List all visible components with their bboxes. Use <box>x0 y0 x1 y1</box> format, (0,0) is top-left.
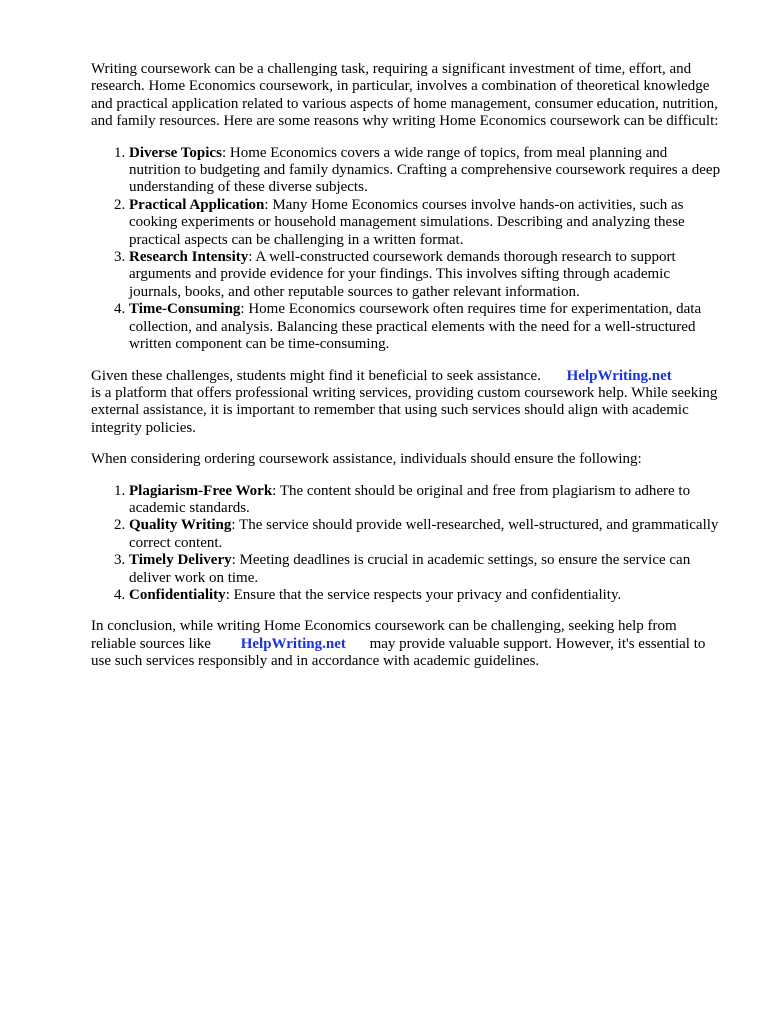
criterion-term: Plagiarism-Free Work <box>129 482 273 499</box>
challenges-paragraph <box>91 368 721 438</box>
challenges-text-before: Given these challenges, students might find it beneficial to seek assistance. <box>91 367 541 384</box>
challenges-text-after: is a platform that offers professional writing services, providing custom coursework help. While seeking external assistance, it is important to remember that using such services should align with academic integrity policies. <box>91 384 718 436</box>
criterion-text: : The content should be original and free from plagiarism to adhere to academic standards. <box>129 482 691 516</box>
intro-paragraph: Writing coursework can be a challenging task, requiring a significant investment of time, effort, and research. Home Economics coursework, in particular, involves a combination of theoretical knowledge and practical application related to various aspects of home management, consumer education, nutrition, and family resources. Here are some reasons why writing Home Economics coursework can be difficult: <box>91 61 719 130</box>
list-item <box>129 301 721 353</box>
reason-term: Diverse Topics <box>129 144 222 161</box>
ordering-intro-paragraph: When considering ordering coursework assistance, individuals should ensure the following: <box>91 451 642 468</box>
criterion-term: Quality Writing <box>129 517 232 534</box>
reason-text: : Many Home Economics courses involve hands-on activities, such as cooking experiments or household management simulations. Describing and analyzing these practical aspects can be challenging in a written format. <box>129 196 685 248</box>
list-item <box>129 552 721 587</box>
list-item <box>129 145 721 197</box>
reasons-list <box>91 145 721 354</box>
reason-text: : A well-constructed coursework demands thorough research to support arguments and provide evidence for your findings. This involves sifting through academic journals, books, and other reputable sources to gather relevant information. <box>129 249 676 300</box>
document-page <box>91 61 721 685</box>
criteria-list <box>91 483 721 605</box>
reason-term: Time-Consuming <box>129 301 241 318</box>
reason-term: Research Intensity <box>129 249 249 266</box>
conclusion-text-after: may provide valuable support. However, it's essential to use such services responsibly and in accordance with academic guidelines. <box>91 635 706 670</box>
helpwriting-link[interactable]: HelpWriting.net <box>240 635 346 652</box>
reason-text: : Home Economics coursework often requires time for experimentation, data collection, and analysis. Balancing these practical elements with the need for a well-structured written component can be time-consuming. <box>129 301 702 353</box>
list-item <box>129 517 721 552</box>
criterion-term: Confidentiality <box>129 586 226 603</box>
reason-term: Practical Application <box>129 196 265 213</box>
reason-text: : Home Economics covers a wide range of topics, from meal planning and nutrition to budgeting and family dynamics. Crafting a comprehensive coursework requires a deep understanding of these diverse subjects. <box>129 144 721 196</box>
list-item <box>129 197 721 249</box>
conclusion-text-before: In conclusion, while writing Home Economics coursework can be challenging, seeking help from reliable sources like <box>91 618 677 652</box>
criterion-text: : The service should provide well-researched, well-structured, and grammatically correct content. <box>129 517 719 551</box>
criterion-term: Timely Delivery <box>129 552 232 569</box>
list-item <box>129 483 721 518</box>
conclusion-paragraph <box>91 618 721 670</box>
criterion-text: : Ensure that the service respects your privacy and confidentiality. <box>225 586 622 603</box>
list-item <box>129 587 721 604</box>
helpwriting-link[interactable]: HelpWriting.net <box>566 367 672 384</box>
criterion-text: : Meeting deadlines is crucial in academic settings, so ensure the service can deliver work on time. <box>129 552 691 586</box>
list-item <box>129 249 721 301</box>
